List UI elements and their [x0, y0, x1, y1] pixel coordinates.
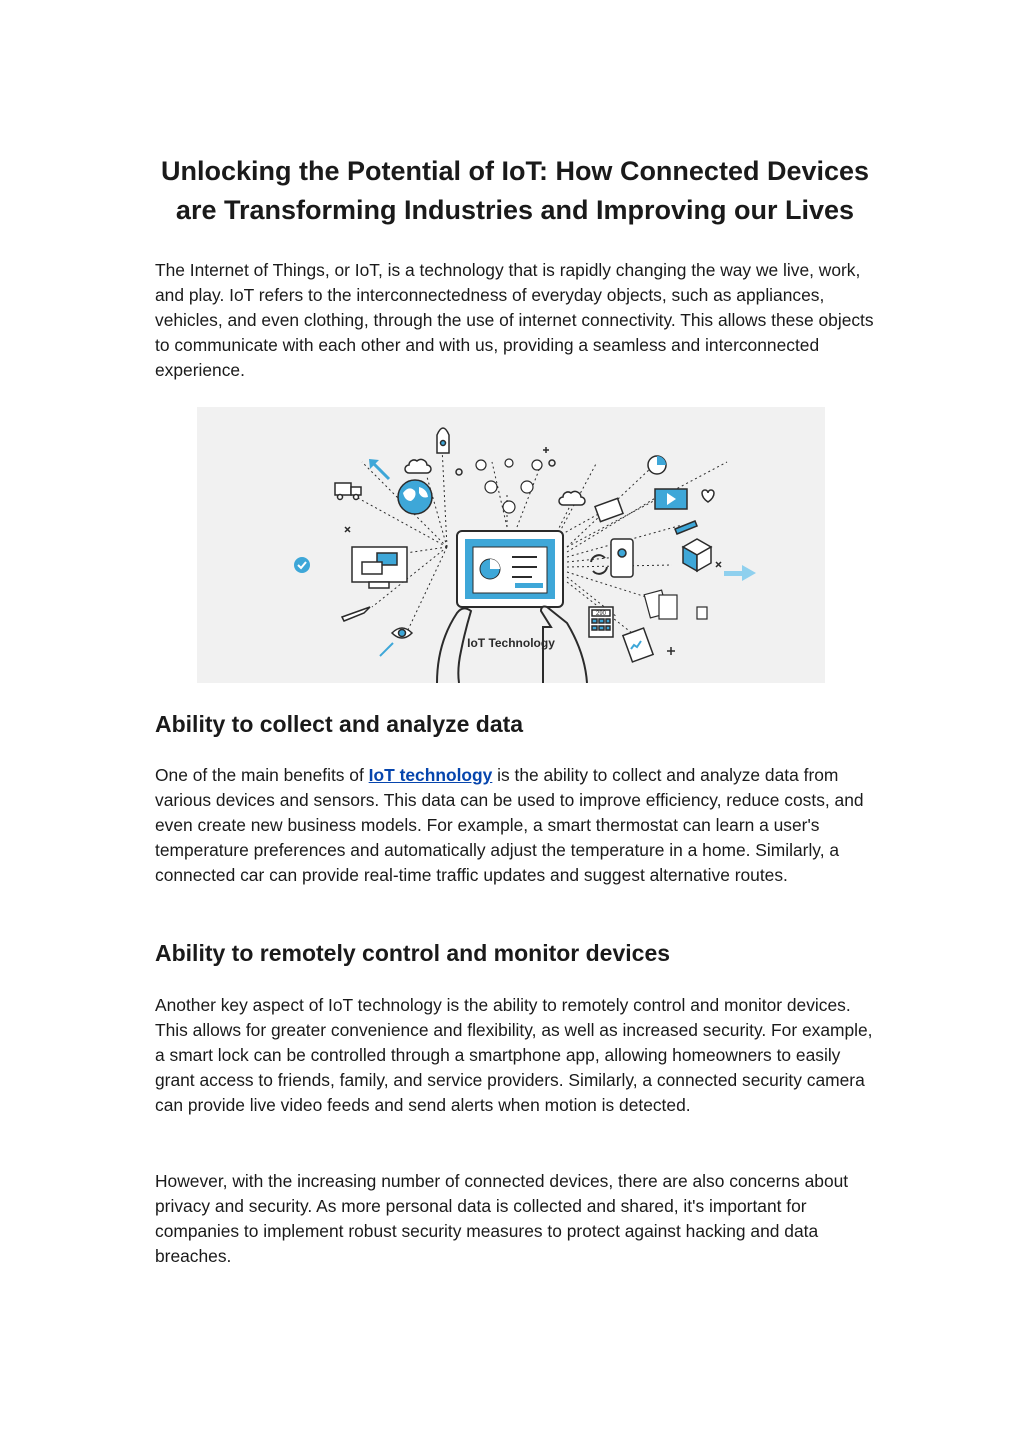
page-title: Unlocking the Potential of IoT: How Connected Devices are Transforming Industries and Improving our Lives — [160, 156, 870, 225]
cloud-upload-icon — [559, 491, 585, 505]
video-play-icon — [655, 489, 687, 509]
section-paragraph-collect-data — [155, 763, 875, 888]
pie-chart-icon — [648, 456, 666, 474]
paragraph-text-before-link: One of the main benefits of — [155, 765, 369, 785]
calculator-display: 290 — [595, 611, 607, 617]
globe-icon — [398, 480, 432, 514]
monitor-icon — [352, 547, 407, 588]
check-circle-icon — [294, 557, 310, 573]
credit-card-icon — [595, 498, 623, 521]
intro-paragraph: The Internet of Things, or IoT, is a technology that is rapidly changing the way we live, work, and play. IoT refers to the interconnectedness of everyday objects, such as appliances, vehicles, and even clothing, through the use of internet connectivity. This allows these objects to communicate with each other and with us, providing a seamless and interconnected experience. — [155, 260, 874, 380]
sync-icon — [591, 555, 607, 574]
airplane-icon — [342, 607, 370, 621]
security-lock-icons — [476, 459, 542, 513]
rocket-icon — [437, 428, 449, 453]
documents-icon — [644, 590, 707, 619]
section-paragraph-privacy: However, with the increasing number of connected devices, there are also concerns about privacy and security. As more personal data is collected and shared, it's important for companies to implement robust security measures to protect against hacking and data breaches. — [155, 1171, 849, 1266]
iot-technology-link[interactable]: IoT technology — [368, 765, 493, 785]
iot-illustration — [197, 407, 825, 683]
truck-icon — [335, 483, 361, 500]
section-heading-collect-data: Ability to collect and analyze data — [155, 711, 524, 737]
cube-icon — [683, 539, 711, 571]
paragraph-text-after-link: is the ability to collect and analyze data from various devices and sensors. This data can be used to improve efficiency, reduce costs, and even create new business models. For example, a smart thermostat can learn a user's temperature preferences and automatically adjust the temperature in a home. Similarly, a connected car can provide real-time traffic updates and suggest alternative routes. — [155, 765, 864, 885]
report-icon — [623, 628, 653, 662]
section-paragraph-remote-control: Another key aspect of IoT technology is the ability to remotely control and monitor devices. This allows for greater convenience and flexibility, as well as increased security. For example, a smart lock can be controlled through a smartphone app, allowing homeowners to easily grant access to friends, family, and service providers. Similarly, a connected security camera can provide live video feeds and send alerts when motion is detected. — [155, 995, 873, 1115]
arrow-up-left-icon — [369, 459, 389, 479]
arrow-right-icon — [724, 565, 756, 581]
pencil-icon — [675, 521, 697, 534]
heart-icon — [702, 490, 714, 502]
section-heading-remote-control: Ability to remotely control and monitor devices — [155, 940, 671, 966]
cloud-icon — [405, 459, 431, 473]
smartphone-icon — [611, 539, 633, 577]
illustration-caption: IoT Technology — [467, 636, 555, 650]
tablet-icon — [457, 531, 563, 607]
eye-icon — [392, 628, 412, 638]
arrow-down-left-icon — [380, 643, 393, 656]
